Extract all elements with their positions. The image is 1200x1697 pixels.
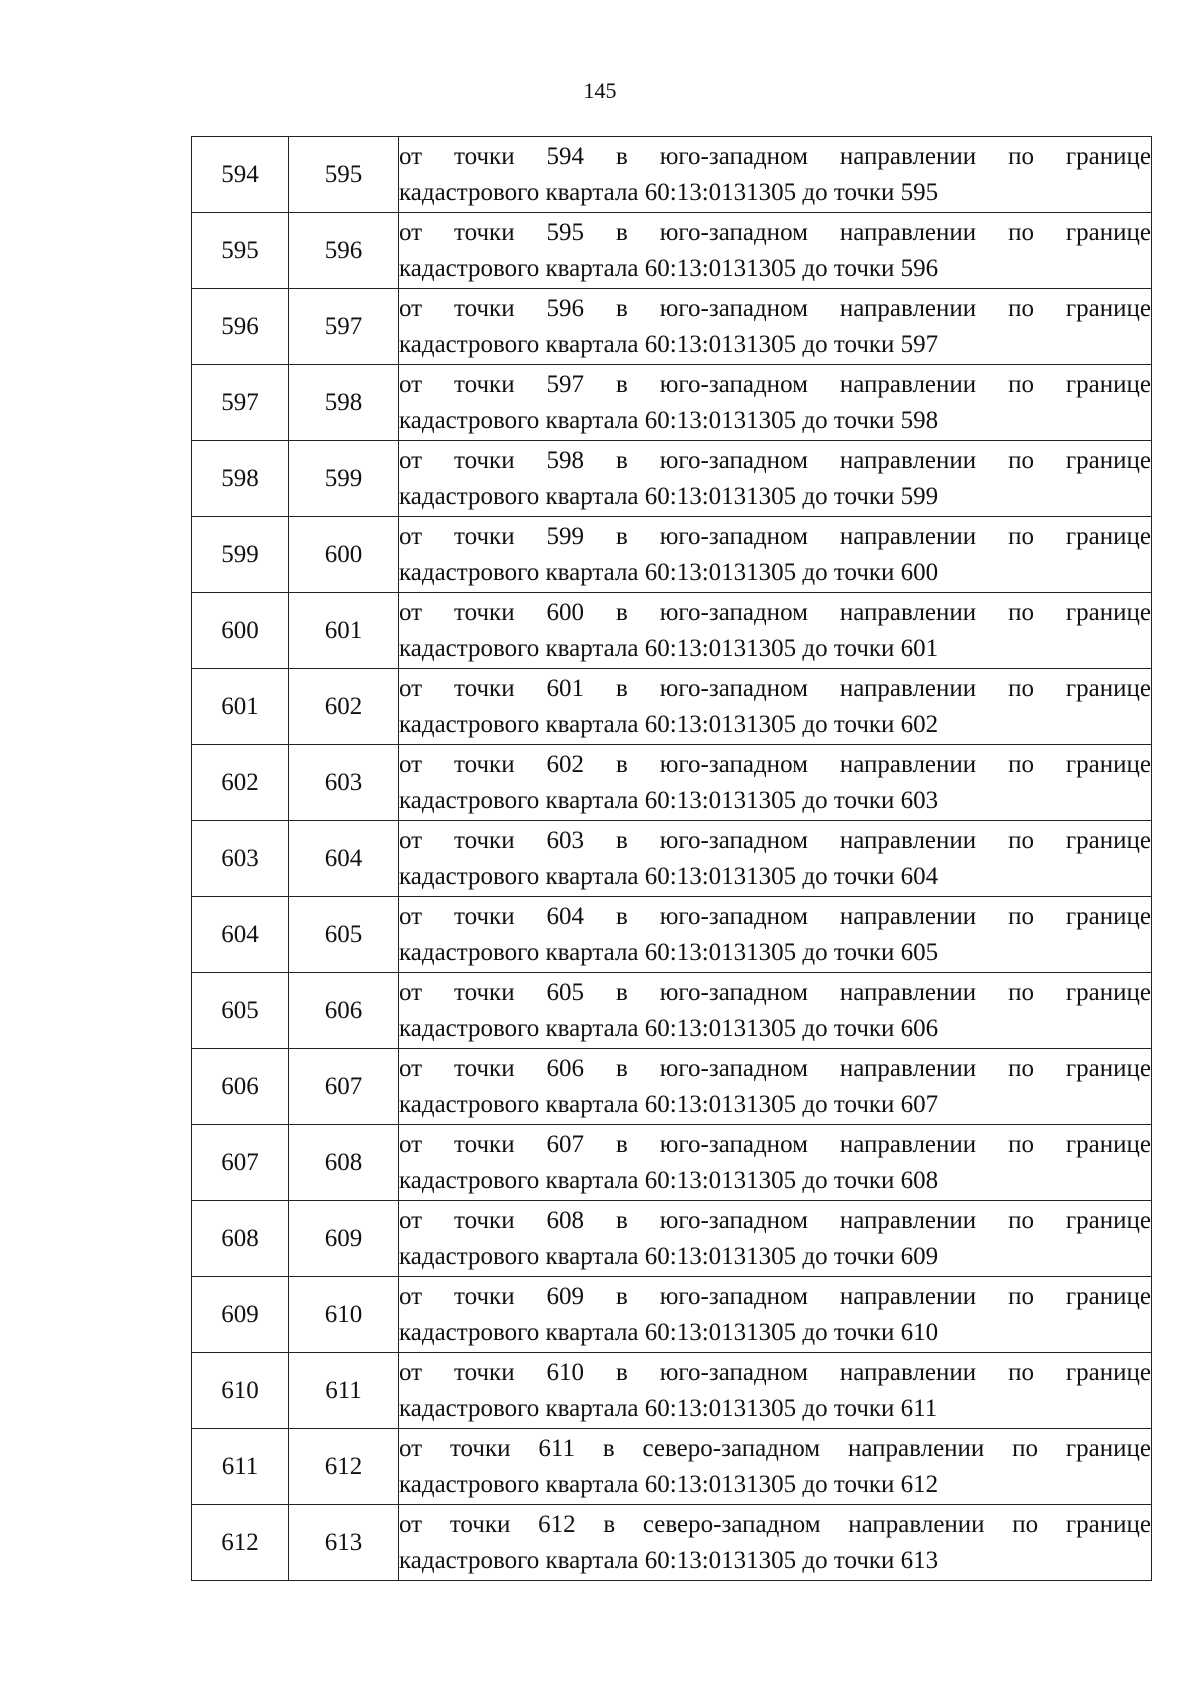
description-cell	[399, 593, 1152, 669]
table-row	[192, 1049, 1152, 1125]
description-line-1: от точки 609 в юго-западном направлении по границе	[399, 1282, 1151, 1310]
from-point-cell: 600	[192, 593, 289, 669]
from-point-cell: 609	[192, 1277, 289, 1353]
from-point-cell: 604	[192, 897, 289, 973]
description-line-1: от точки 603 в юго-западном направлении по границе	[399, 826, 1151, 854]
description-line-1: от точки 602 в юго-западном направлении по границе	[399, 750, 1151, 778]
description-line-2: кадастрового квартала 60:13:0131305 до точки 608	[399, 1166, 939, 1194]
from-point-cell: 608	[192, 1201, 289, 1277]
description-cell	[399, 137, 1152, 213]
from-point-cell: 597	[192, 365, 289, 441]
description-line-1: от точки 604 в юго-западном направлении по границе	[399, 902, 1151, 930]
description-line-2: кадастрового квартала 60:13:0131305 до точки 613	[399, 1546, 939, 1574]
to-point-cell: 613	[289, 1505, 399, 1581]
description-line-2: кадастрового квартала 60:13:0131305 до точки 599	[399, 482, 939, 510]
to-point-cell: 597	[289, 289, 399, 365]
description-cell	[399, 1049, 1152, 1125]
description-line-1: от точки 610 в юго-западном направлении по границе	[399, 1358, 1151, 1386]
table-row	[192, 669, 1152, 745]
to-point-cell: 600	[289, 517, 399, 593]
to-point-cell: 595	[289, 137, 399, 213]
description-line-2: кадастрового квартала 60:13:0131305 до точки 595	[399, 178, 939, 206]
description-line-2: кадастрового квартала 60:13:0131305 до точки 598	[399, 406, 939, 434]
to-point-cell: 608	[289, 1125, 399, 1201]
description-line-2: кадастрового квартала 60:13:0131305 до точки 603	[399, 786, 939, 814]
description-line-1: от точки 601 в юго-западном направлении по границе	[399, 674, 1151, 702]
description-cell	[399, 1125, 1152, 1201]
to-point-cell: 611	[289, 1353, 399, 1429]
from-point-cell: 607	[192, 1125, 289, 1201]
table-row	[192, 289, 1152, 365]
description-cell	[399, 973, 1152, 1049]
from-point-cell: 596	[192, 289, 289, 365]
from-point-cell: 605	[192, 973, 289, 1049]
table-row	[192, 517, 1152, 593]
to-point-cell: 605	[289, 897, 399, 973]
description-line-2: кадастрового квартала 60:13:0131305 до точки 606	[399, 1014, 939, 1042]
description-line-1: от точки 599 в юго-западном направлении по границе	[399, 522, 1151, 550]
from-point-cell: 610	[192, 1353, 289, 1429]
description-cell	[399, 1277, 1152, 1353]
description-cell	[399, 365, 1152, 441]
boundary-table-body	[192, 137, 1152, 1581]
description-line-2: кадастрового квартала 60:13:0131305 до точки 604	[399, 862, 939, 890]
from-point-cell: 601	[192, 669, 289, 745]
description-line-2: кадастрового квартала 60:13:0131305 до точки 609	[399, 1242, 939, 1270]
table-row	[192, 365, 1152, 441]
table-row	[192, 137, 1152, 213]
from-point-cell: 594	[192, 137, 289, 213]
description-cell	[399, 213, 1152, 289]
description-line-2: кадастрового квартала 60:13:0131305 до точки 611	[399, 1394, 938, 1422]
description-cell	[399, 289, 1152, 365]
table-row	[192, 1353, 1152, 1429]
description-cell	[399, 745, 1152, 821]
to-point-cell: 598	[289, 365, 399, 441]
description-line-2: кадастрового квартала 60:13:0131305 до точки 610	[399, 1318, 939, 1346]
from-point-cell: 606	[192, 1049, 289, 1125]
description-line-2: кадастрового квартала 60:13:0131305 до точки 596	[399, 254, 939, 282]
to-point-cell: 607	[289, 1049, 399, 1125]
description-line-1: от точки 611 в северо-западном направлении по границе	[399, 1434, 1151, 1462]
from-point-cell: 611	[192, 1429, 289, 1505]
to-point-cell: 612	[289, 1429, 399, 1505]
description-line-2: кадастрового квартала 60:13:0131305 до точки 605	[399, 938, 939, 966]
to-point-cell: 596	[289, 213, 399, 289]
description-line-2: кадастрового квартала 60:13:0131305 до точки 601	[399, 634, 939, 662]
from-point-cell: 602	[192, 745, 289, 821]
to-point-cell: 610	[289, 1277, 399, 1353]
to-point-cell: 606	[289, 973, 399, 1049]
description-line-2: кадастрового квартала 60:13:0131305 до точки 600	[399, 558, 939, 586]
description-line-1: от точки 606 в юго-западном направлении по границе	[399, 1054, 1151, 1082]
description-cell	[399, 1429, 1152, 1505]
description-line-2: кадастрового квартала 60:13:0131305 до точки 597	[399, 330, 939, 358]
description-line-2: кадастрового квартала 60:13:0131305 до точки 602	[399, 710, 939, 738]
table-row	[192, 745, 1152, 821]
table-row	[192, 441, 1152, 517]
table-row	[192, 897, 1152, 973]
to-point-cell: 603	[289, 745, 399, 821]
description-line-1: от точки 596 в юго-западном направлении по границе	[399, 294, 1151, 322]
table-row	[192, 1505, 1152, 1581]
table-row	[192, 973, 1152, 1049]
description-line-1: от точки 607 в юго-западном направлении по границе	[399, 1130, 1151, 1158]
boundary-table	[191, 136, 1152, 1581]
page-number: 145	[583, 78, 617, 103]
from-point-cell: 598	[192, 441, 289, 517]
from-point-cell: 603	[192, 821, 289, 897]
description-cell	[399, 821, 1152, 897]
to-point-cell: 599	[289, 441, 399, 517]
table-row	[192, 593, 1152, 669]
description-cell	[399, 441, 1152, 517]
description-line-2: кадастрового квартала 60:13:0131305 до точки 612	[399, 1470, 939, 1498]
description-cell	[399, 1201, 1152, 1277]
description-line-1: от точки 612 в северо-западном направлении по границе	[399, 1510, 1151, 1538]
description-line-2: кадастрового квартала 60:13:0131305 до точки 607	[399, 1090, 939, 1118]
table-row	[192, 1277, 1152, 1353]
to-point-cell: 604	[289, 821, 399, 897]
from-point-cell: 599	[192, 517, 289, 593]
description-cell	[399, 1505, 1152, 1581]
description-line-1: от точки 605 в юго-западном направлении по границе	[399, 978, 1151, 1006]
to-point-cell: 609	[289, 1201, 399, 1277]
table-row	[192, 1125, 1152, 1201]
description-line-1: от точки 597 в юго-западном направлении по границе	[399, 370, 1151, 398]
from-point-cell: 595	[192, 213, 289, 289]
description-cell	[399, 897, 1152, 973]
description-line-1: от точки 600 в юго-западном направлении по границе	[399, 598, 1151, 626]
description-cell	[399, 1353, 1152, 1429]
table-row	[192, 1429, 1152, 1505]
table-row	[192, 213, 1152, 289]
table-row	[192, 821, 1152, 897]
description-cell	[399, 517, 1152, 593]
to-point-cell: 602	[289, 669, 399, 745]
to-point-cell: 601	[289, 593, 399, 669]
table-row	[192, 1201, 1152, 1277]
description-line-1: от точки 598 в юго-западном направлении по границе	[399, 446, 1151, 474]
description-line-1: от точки 608 в юго-западном направлении по границе	[399, 1206, 1151, 1234]
description-line-1: от точки 595 в юго-западном направлении по границе	[399, 218, 1151, 246]
description-cell	[399, 669, 1152, 745]
description-line-1: от точки 594 в юго-западном направлении по границе	[399, 142, 1151, 170]
from-point-cell: 612	[192, 1505, 289, 1581]
